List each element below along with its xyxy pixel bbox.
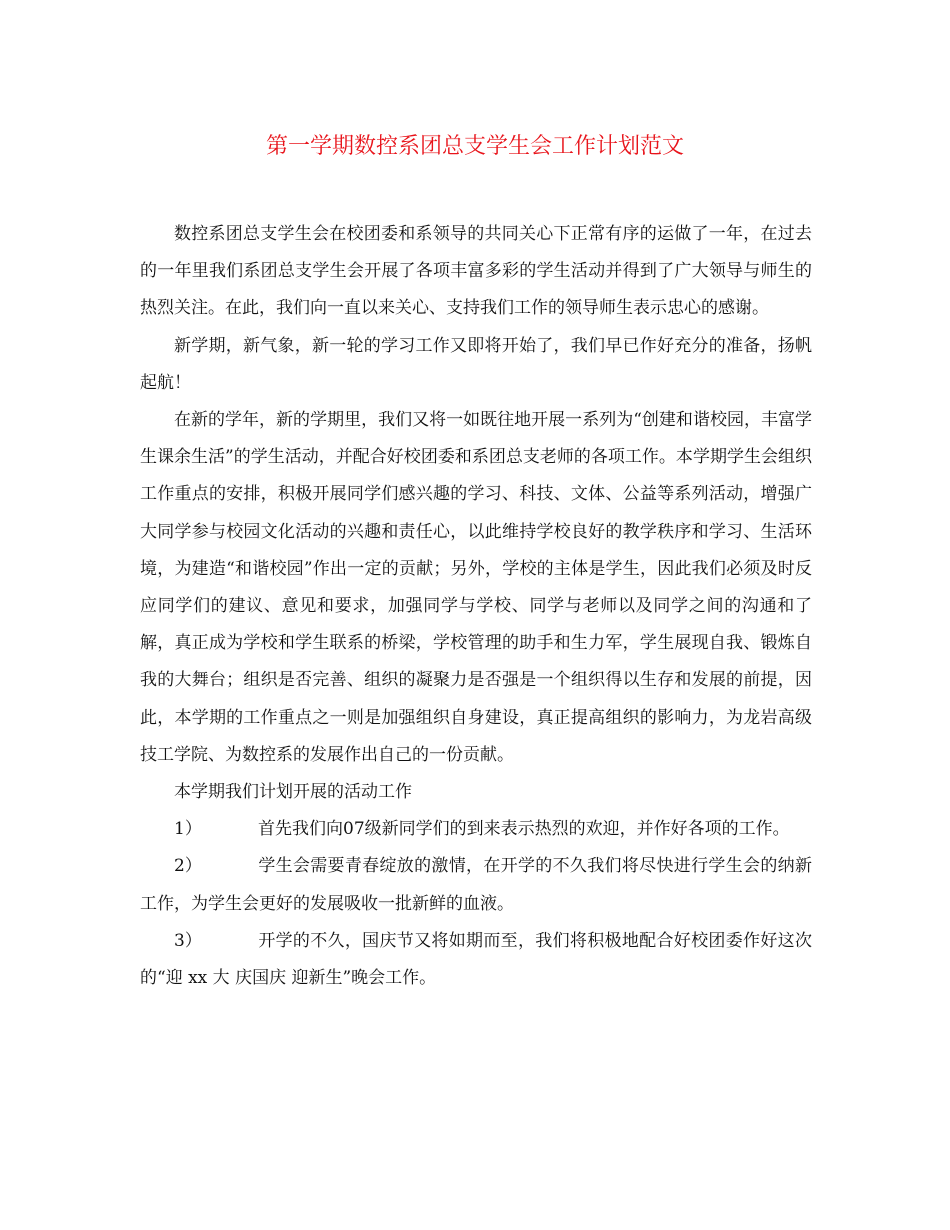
list-item [140, 811, 812, 848]
document-title: 第一学期数控系团总支学生会工作计划范文 [265, 134, 684, 159]
list-item-number: 2） [174, 856, 202, 877]
document-body [140, 216, 812, 997]
list-item-text: 首先我们向07级新同学们的到来表示热烈的欢迎，并作好各项的工作。 [258, 819, 790, 840]
list-item-text: 开学的不久，国庆节又将如期而至，我们将积极地配合好校团委作好这次的“迎 xx 大 庆国庆 迎新生”晚会工作。 [140, 930, 812, 989]
paragraph-new-semester: 新学期，新气象，新一轮的学习工作又即将开始了，我们早已作好充分的准备，扬帆起航！ [140, 335, 812, 393]
list-item-number: 3） [174, 930, 202, 951]
list-item [140, 848, 812, 922]
paragraph-intro: 数控系团总支学生会在校团委和系领导的共同关心下正常有序的运做了一年，在过去的一年里我们系团总支学生会开展了各项丰富多彩的学生活动并得到了广大领导与师生的热烈关注。在此，我们向一直以来关心、支持我们工作的领导师生表示忠心的感谢。 [140, 224, 812, 319]
paragraph-plan-overview: 在新的学年，新的学期里，我们又将一如既往地开展一系列为“创建和谐校园，丰富学生课余生活”的学生活动，并配合好校团委和系团总支老师的各项工作。本学期学生会组织工作重点的安排，积极开展同学们感兴趣的学习、科技、文体、公益等系列活动，增强广大同学参与校园文化活动的兴趣和责任心，以此维持学校良好的教学秩序和学习、生活环境，为建造“和谐校园”作出一定的贡献；另外，学校的主体是学生，因此我们必须及时反应同学们的建议、意见和要求，加强同学与学校、同学与老师以及同学之间的沟通和了解，真正成为学校和学生联系的桥梁，学校管理的助手和生力军，学生展现自我、锻炼自我的大舞台；组织是否完善、组织的凝聚力是否强是一个组织得以生存和发展的前提，因此，本学期的工作重点之一则是加强组织自身建设，真正提高组织的影响力，为龙岩高级技工学院、为数控系的发展作出自己的一份贡献。 [140, 410, 812, 765]
paragraph-activities-heading: 本学期我们计划开展的活动工作 [174, 782, 412, 803]
list-item [140, 923, 812, 997]
list-item-number: 1） [174, 819, 202, 840]
list-item-text: 学生会需要青春绽放的激情，在开学的不久我们将尽快进行学生会的纳新工作，为学生会更好的发展吸收一批新鲜的血液。 [140, 856, 812, 914]
